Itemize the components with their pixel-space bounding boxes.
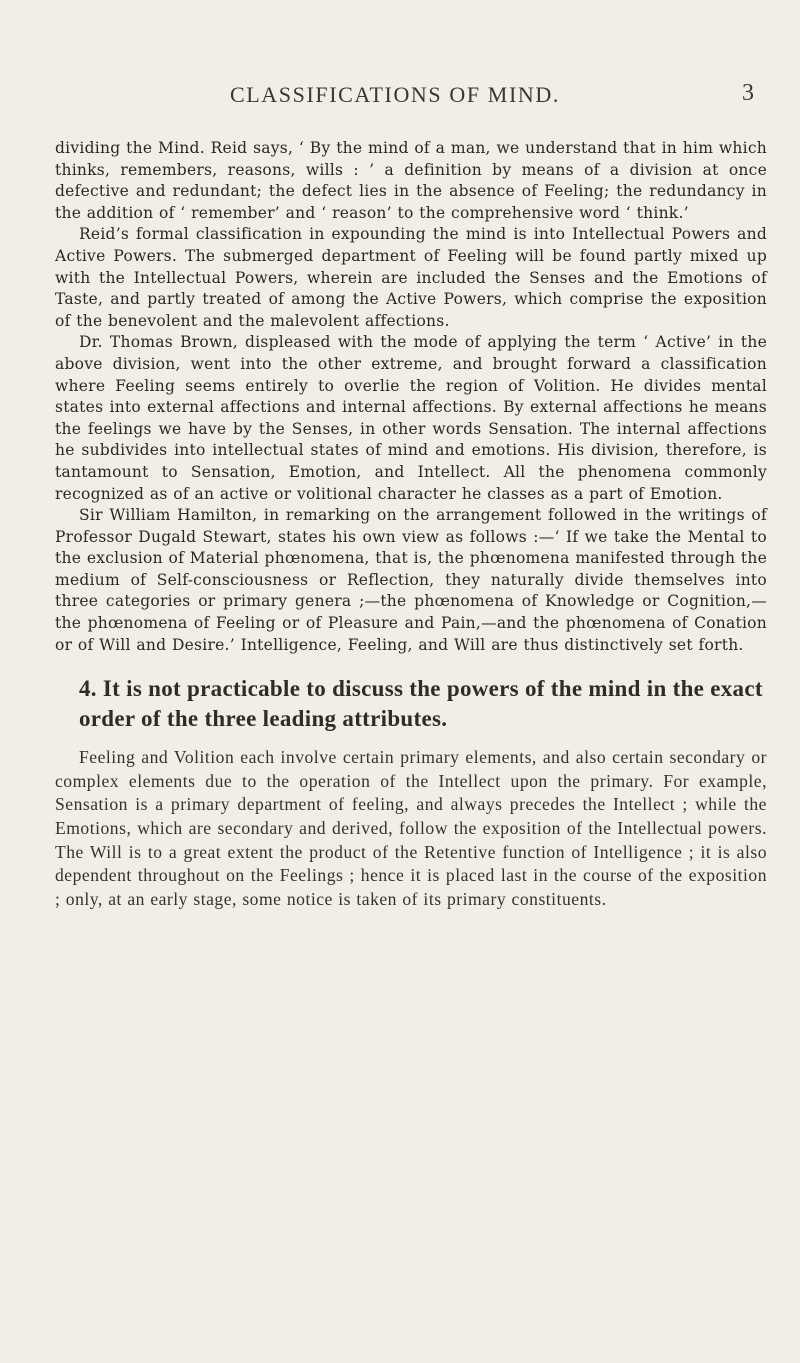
body-text bbox=[55, 138, 767, 911]
section-heading: 4. It is not practicable to discuss the powers of the mind in the exact order of the three leading attributes. bbox=[79, 676, 763, 732]
section-body bbox=[55, 746, 767, 911]
paragraph-hamilton-classification: Sir William Hamilton, in remarking on the arrangement followed in the writings of Professor Dugald Stewart, states his own view as follows :—‘ If we take the Mental to the exclusion of Material phœnomena, that is, the phœnomena manifested through the medium of Self-consciousness or Reflection, they naturally divide themselves into three categories or primary genera ;—the phœnomena of Knowledge or Cognition,—the phœnomena of Feeling or of Pleasure and Pain,—and the phœnomena of Conation or of Will and Desire.’ Intelligence, Feeling, and Will are thus distinctively set forth. bbox=[55, 506, 767, 654]
paragraph-brown-classification: Dr. Thomas Brown, displeased with the mode of applying the term ‘ Active’ in the above division, went into the other extreme, and brought forward a classification where Feeling seems entirely to overlie the region of Volition. He divides mental states into external affections and internal affections. By external affections he means the feelings we have by the Senses, in other words Sensation. The internal affections he subdivides into intellectual states of mind and emotions. His division, therefore, is tantamount to Sensation, Emotion, and Intellect. All the phenomena commonly recognized as of an active or volitional character he classes as a part of Emotion. bbox=[55, 333, 767, 503]
running-head: CLASSIFICATIONS OF MIND. bbox=[230, 82, 560, 107]
page-number: 3 bbox=[742, 80, 754, 106]
paragraph-reid-definition: dividing the Mind. Reid says, ‘ By the mind of a man, we understand that in him which thinks, remembers, reasons, wills : ’ a definition by means of a division at once defective and redundant; the defect lies in the absence of Feeling; the redundancy in the addition of ‘ remember’ and ‘ reason’ to the comprehensive word ‘ think.’ bbox=[55, 139, 767, 222]
paragraph-feeling-volition: Feeling and Volition each involve certain primary elements, and also certain secondary or complex elements due to the operation of the Intellect upon the primary. For example, Sensation is a primary department of feeling, and always precedes the Intellect ; while the Emotions, which are secondary and derived, follow the exposition of the Intellectual powers. The Will is to a great extent the product of the Retentive function of Intelligence ; it is also dependent throughout on the Feelings ; hence it is placed last in the course of the exposition ; only, at an early stage, some notice is taken of its primary constituents. bbox=[55, 747, 767, 909]
page-header bbox=[0, 82, 800, 112]
paragraph-reid-classification: Reid’s formal classification in expounding the mind is into Intellectual Powers and Active Powers. The submerged department of Feeling will be found partly mixed up with the Intellectual Powers, wherein are included the Senses and the Emotions of Taste, and partly treated of among the Active Powers, which comprise the exposition of the benevolent and the malevolent affections. bbox=[55, 225, 767, 330]
